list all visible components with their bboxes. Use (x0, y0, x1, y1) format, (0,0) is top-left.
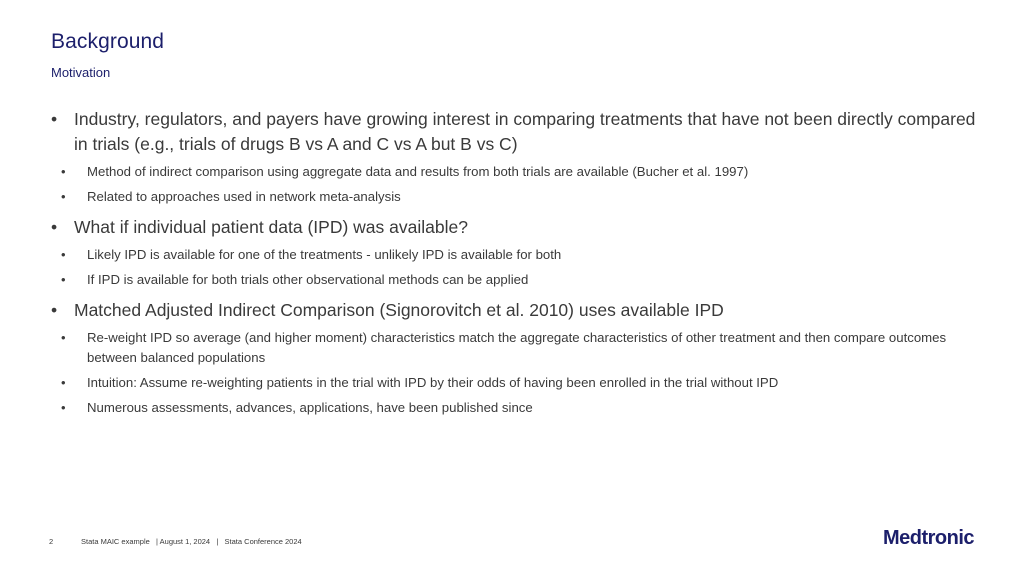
sub-bullet-text: Related to approaches used in network meta-analysis (87, 189, 401, 204)
sub-bullet-text: Re-weight IPD so average (and higher moment) characteristics match the aggregate characteristics of other treatment and then compare outcomes between balanced populations (87, 330, 947, 365)
sub-bullet-text: If IPD is available for both trials other observational methods can be applied (87, 272, 529, 287)
slide-title: Background (51, 30, 165, 53)
sub-bullet-item (51, 328, 991, 368)
sub-bullet-icon: • (61, 164, 66, 179)
bullet-text: Matched Adjusted Indirect Comparison (Signorovitch et al. 2010) uses available IPD (74, 300, 724, 320)
sub-bullet-text: Method of indirect comparison using aggregate data and results from both trials are available (Bucher et al. 1997) (87, 164, 749, 179)
sub-bullet-item (51, 162, 991, 182)
sub-bullet-icon: • (61, 247, 66, 262)
footer-text: Stata MAIC example | August 1, 2024 | Stata Conference 2024 (81, 537, 302, 546)
slide-footer (49, 537, 302, 546)
sub-bullet-text: Intuition: Assume re-weighting patients in the trial with IPD by their odds of having been enrolled in the trial without IPD (87, 375, 779, 390)
slide-subtitle: Motivation (51, 65, 111, 80)
bullet-item (51, 298, 991, 323)
sub-bullet-item (51, 398, 991, 418)
sub-bullet-item (51, 373, 991, 393)
bullet-item (51, 215, 991, 240)
sub-bullet-text: Numerous assessments, advances, applications, have been published since (87, 400, 533, 415)
page-number: 2 (49, 537, 54, 546)
sub-bullet-text: Likely IPD is available for one of the treatments - unlikely IPD is available for both (87, 247, 562, 262)
bullet-icon: • (51, 109, 58, 129)
bullet-item (51, 107, 991, 157)
sub-bullet-icon: • (61, 189, 66, 204)
bullet-icon: • (51, 217, 58, 237)
bullet-text: Industry, regulators, and payers have growing interest in comparing treatments that have not been directly compared in trials (e.g., trials of drugs B vs A and C vs A but B vs C) (74, 109, 976, 154)
sub-bullet-item (51, 245, 991, 265)
sub-bullet-icon: • (61, 400, 66, 415)
bullet-icon: • (51, 300, 58, 320)
slide-content (51, 107, 991, 418)
sub-bullet-icon: • (61, 330, 66, 345)
medtronic-logo: Medtronic (882, 527, 974, 549)
bullet-text: What if individual patient data (IPD) was available? (74, 217, 468, 237)
sub-bullet-icon: • (61, 272, 66, 287)
sub-bullet-item (51, 187, 991, 207)
sub-bullet-item (51, 270, 991, 290)
sub-bullet-icon: • (61, 375, 66, 390)
